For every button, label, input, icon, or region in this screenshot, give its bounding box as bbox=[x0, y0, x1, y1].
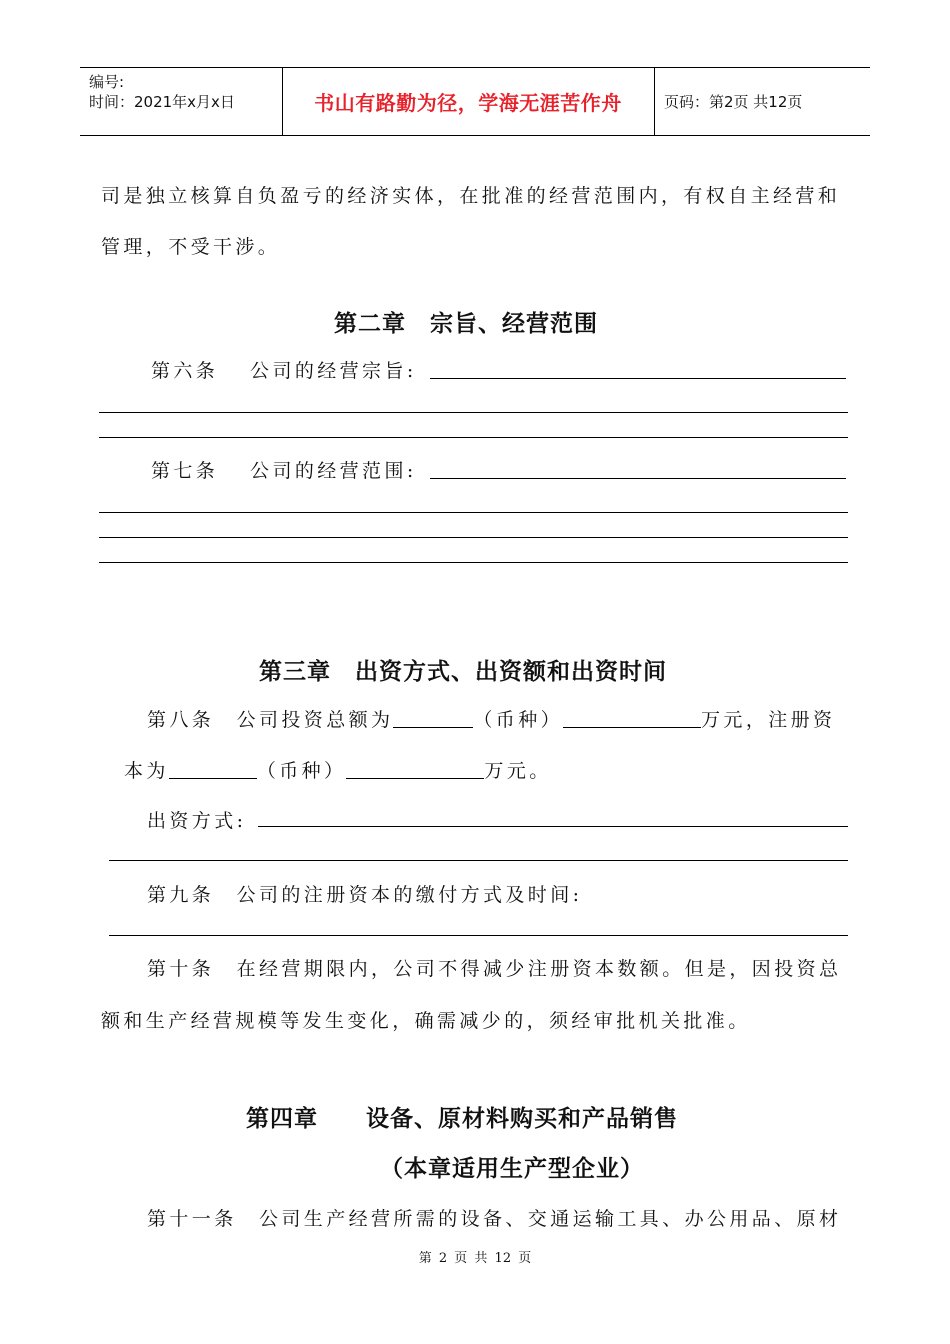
page-header bbox=[80, 67, 870, 136]
fill-line bbox=[99, 537, 848, 538]
article-7: 第七条 公司的经营范围: bbox=[151, 460, 417, 482]
serial-label: 编号: bbox=[89, 73, 125, 91]
article-10-line-1: 第十条 在经营期限内，公司不得减少注册资本数额。但是，因投资总 bbox=[147, 958, 842, 980]
fill-blank bbox=[346, 760, 484, 779]
article-11-line-1: 第十一条 公司生产经营所需的设备、交通运输工具、办公用品、原材 bbox=[147, 1208, 842, 1230]
article-8-text: 第八条 公司投资总额为 bbox=[147, 709, 394, 731]
fill-line bbox=[99, 562, 848, 563]
chapter-4-subtitle: （本章适用生产型企业） bbox=[380, 1156, 644, 1182]
fill-blank bbox=[393, 709, 473, 728]
chapter-4-title: 第四章 设备、原材料购买和产品销售 bbox=[246, 1106, 678, 1132]
fill-line bbox=[109, 860, 848, 861]
header-meta bbox=[89, 72, 235, 112]
header-page-label: 页码：第2页 共12页 bbox=[664, 93, 803, 111]
fill-line bbox=[99, 412, 848, 413]
continuation-line-2: 管理，不受干涉。 bbox=[101, 236, 281, 258]
article-10-line-2: 额和生产经营规模等发生变化，确需减少的，须经审批机关批准。 bbox=[101, 1010, 751, 1032]
fill-line bbox=[99, 437, 848, 438]
article-8-text: 万元，注册资 bbox=[701, 709, 836, 731]
chapter-3-title: 第三章 出资方式、出资额和出资时间 bbox=[259, 659, 667, 685]
article-6: 第六条 公司的经营宗旨: bbox=[151, 360, 417, 382]
header-divider bbox=[654, 68, 655, 135]
fill-line bbox=[258, 826, 848, 827]
time-label: 时间：2021年x月x日 bbox=[89, 93, 235, 111]
currency-label: （币种） bbox=[473, 709, 564, 731]
article-8-line-1 bbox=[147, 705, 835, 732]
fill-blank bbox=[169, 760, 257, 779]
currency-label: （币种） bbox=[256, 760, 347, 782]
header-motto: 书山有路勤为径，学海无涯苦作舟 bbox=[314, 91, 622, 115]
article-8-line-2 bbox=[124, 756, 552, 783]
continuation-line-1: 司是独立核算自负盈亏的经济实体，在批准的经营范围内，有权自主经营和 bbox=[101, 185, 841, 207]
fill-blank bbox=[563, 709, 701, 728]
article-9: 第九条 公司的注册资本的缴付方式及时间: bbox=[147, 884, 583, 906]
article-8-text: 万元。 bbox=[484, 760, 552, 782]
capital-method-label: 出资方式: bbox=[147, 810, 247, 832]
chapter-2-title: 第二章 宗旨、经营范围 bbox=[334, 311, 598, 337]
page-footer: 第 2 页 共 12 页 bbox=[418, 1251, 532, 1266]
fill-line bbox=[430, 478, 846, 479]
fill-line bbox=[99, 512, 848, 513]
fill-line bbox=[109, 935, 848, 936]
fill-line bbox=[430, 378, 846, 379]
article-8-text: 本为 bbox=[124, 760, 169, 782]
